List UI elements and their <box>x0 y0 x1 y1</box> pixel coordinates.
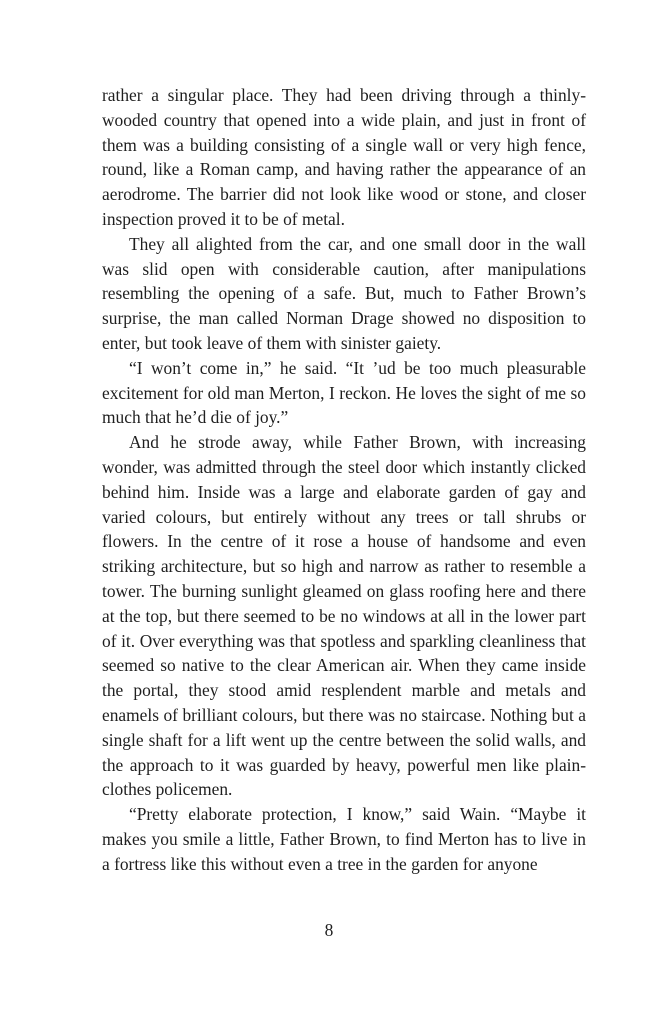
paragraph-garden-description: And he strode away, while Father Brown, with increasing wonder, was admitted through the steel door which instantly clicked behind him. Inside was a large and elaborate garden of gay and varied colours, but entirely without any trees or tall shrubs or flowers. In the centre of it rose a house of handsome and even striking architecture, but so high and narrow as rather to resemble a tower. The burning sunlight gleamed on glass roofing here and there at the top, but there seemed to be no windows at all in the lower part of it. Over everything was that spotless and sparkling cleanliness that seemed so native to the clear American air. When they came inside the portal, they stood amid resplendent marble and metals and enamels of brilliant colours, but there was no staircase. Nothing but a single shaft for a lift went up the centre between the solid walls, and the approach to it was guarded by heavy, powerful men like plain-clothes policemen. <box>102 432 586 800</box>
page-number: 8 <box>324 920 334 940</box>
paragraph-alighted: They all alighted from the car, and one small door in the wall was slid open with considerable caution, after manipulations resembling the opening of a safe. But, much to Father Brown’s surprise, the man called Norman Drage showed no disposition to enter, but took leave of them with sinister gaiety. <box>102 233 586 353</box>
paragraph-continuation: rather a singular place. They had been driving through a thinly-wooded country that opened into a wide plain, and just in front of them was a building consisting of a single wall or very high fence, round, like a Roman camp, and having rather the appearance of an aerodrome. The barrier did not look like wood or stone, and closer inspection proved it to be of metal. <box>102 85 586 229</box>
page-body <box>102 83 586 877</box>
paragraph-drage-quote: “I won’t come in,” he said. “It ’ud be too much pleasurable excitement for old man Merton, I reckon. He loves the sight of me so much that he’d die of joy.” <box>102 357 586 428</box>
paragraph-wain-quote: “Pretty elaborate protection, I know,” said Wain. “Maybe it makes you smile a little, Father Brown, to find Merton has to live in a fortress like this without even a tree in the garden for anyone <box>102 804 586 874</box>
